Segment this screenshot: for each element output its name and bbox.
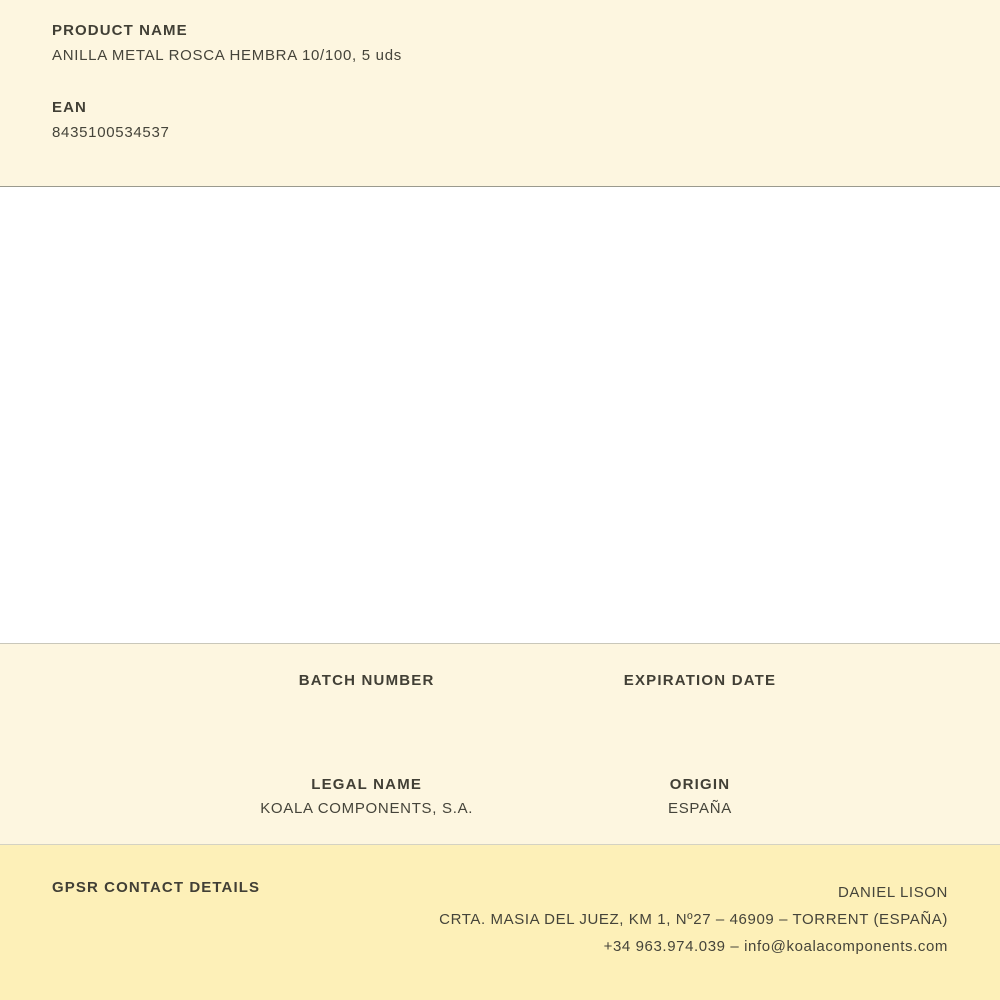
gpsr-contact-details — [439, 879, 948, 960]
origin-cell — [533, 776, 866, 818]
legal-name-value: KOALA COMPONENTS, S.A. — [260, 800, 474, 817]
legal-origin-row — [0, 776, 1000, 818]
expiration-date-label: EXPIRATION DATE — [623, 672, 777, 689]
gpsr-contact-address: CRTA. MASIA DEL JUEZ, KM 1, Nº27 – 46909 – TORRENT (ESPAÑA) — [439, 911, 948, 928]
product-info-block — [0, 0, 1000, 187]
product-name-label: PRODUCT NAME — [52, 22, 188, 39]
gpsr-contact-phone-email: +34 963.974.039 – info@koalacomponents.com — [603, 938, 948, 955]
ean-value: 8435100534537 — [52, 124, 170, 141]
origin-value: ESPAÑA — [668, 800, 732, 817]
gpsr-contact-name: DANIEL LISON — [837, 884, 948, 901]
spacer-cell — [0, 672, 200, 714]
product-name-value: ANILLA METAL ROSCA HEMBRA 10/100, 5 uds — [52, 47, 402, 64]
product-name-group — [52, 22, 948, 64]
batch-number-value — [200, 696, 533, 714]
blank-content-area — [0, 187, 1000, 644]
ean-label: EAN — [52, 99, 87, 116]
batch-number-cell — [200, 672, 533, 714]
batch-expiration-row — [0, 672, 1000, 714]
expiration-date-value — [533, 696, 866, 714]
origin-label: ORIGIN — [669, 776, 731, 793]
legal-name-cell — [200, 776, 533, 818]
batch-number-label: BATCH NUMBER — [298, 672, 435, 689]
ean-group — [52, 99, 948, 141]
details-block — [0, 644, 1000, 845]
spacer-cell-2 — [0, 776, 200, 818]
legal-name-label: LEGAL NAME — [311, 776, 423, 793]
expiration-date-cell — [533, 672, 866, 714]
gpsr-footer — [0, 845, 1000, 1000]
gpsr-contact-label: GPSR CONTACT DETAILS — [52, 879, 261, 896]
